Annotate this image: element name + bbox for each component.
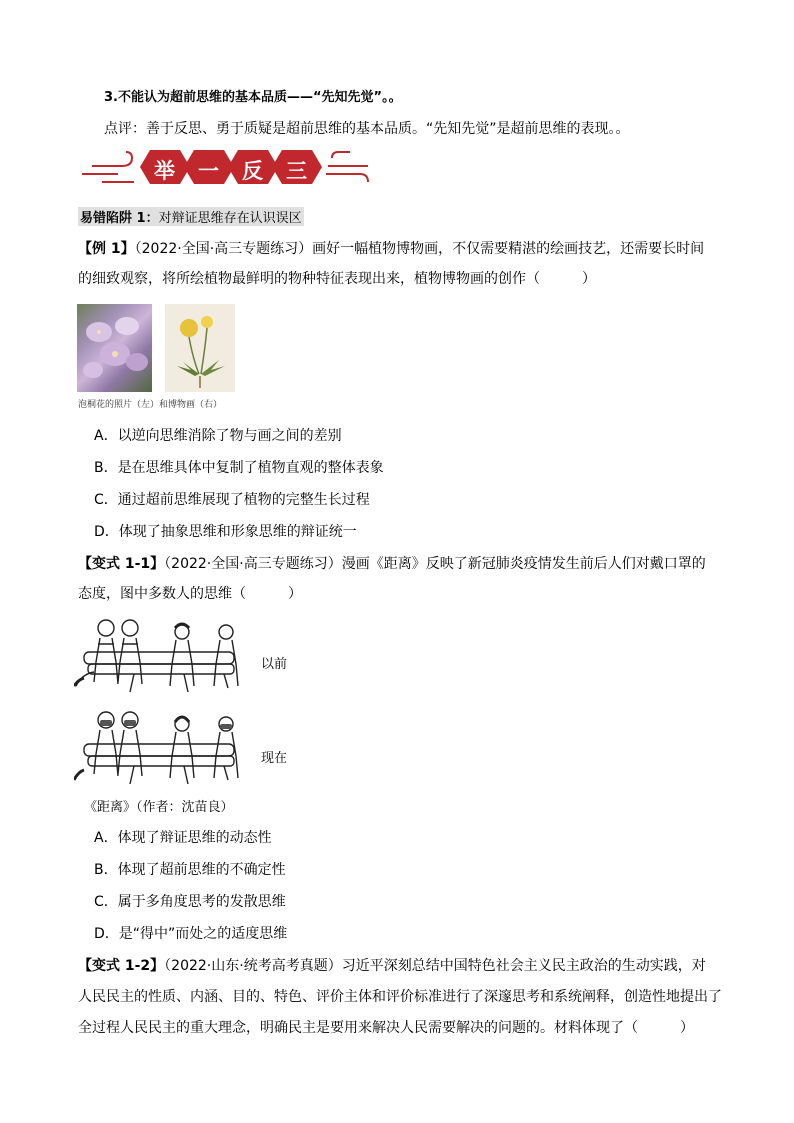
section-banner [80, 144, 370, 190]
variant-1-2-line-2: 人民民主的性质、内涵、目的、特色、评价主体和评价标准进行了深邃思考和系统阐释，创造性地提出了 [78, 989, 722, 1005]
variant-1-2-tag: 【变式 1-2】 [78, 958, 165, 974]
variant-1-1-tag: 【变式 1-1】 [78, 556, 165, 572]
trap-label: 易错陷阱 1： [80, 211, 159, 226]
cartoon-caption: 《距离》（作者：沈苗良） [84, 800, 234, 815]
note-comment: 点评：善于反思、勇于质疑是超前思维的基本品质。“先知先觉”是超前思维的表现。。 [104, 121, 630, 137]
example-1-tag: 【例 1】 [78, 241, 135, 257]
banner-char-4: 三 [286, 159, 307, 183]
variant-1-1-option-a: A．体现了辩证思维的动态性 [94, 830, 272, 846]
variant-1-1-option-d: D．是“得中”而处之的适度思维 [94, 926, 288, 942]
note-point-3: 3.不能认为超前思维的基本品质——“先知先觉”。。 [104, 90, 402, 105]
variant-1-1-option-c: C．属于多角度思考的发散思维 [94, 894, 286, 910]
banner-left-ornament [82, 152, 134, 182]
banner-right-ornament [326, 152, 368, 182]
example-1-option-b: B．是在思维具体中复制了植物直观的整体表象 [94, 460, 384, 476]
image-caption: 泡桐花的照片（左）和博物画（右） [78, 400, 223, 410]
example-1-line-1: 【例 1】（2022·全国·高三专题练习）画好一幅植物博物画，不仅需要精湛的绘画技艺，还需要长时间 [78, 241, 705, 257]
variant-1-2-line-3: 全过程人民民主的重大理念，明确民主是要用来解决人民需要解决的问题的。材料体现了（ ） [78, 1020, 694, 1036]
variant-1-1-line-1: 【变式 1-1】（2022·全国·高三专题练习）漫画《距离》反映了新冠肺炎疫情发生前后人们对戴口罩的 [78, 556, 706, 572]
banner-char-3: 反 [242, 159, 263, 183]
paulownia-photo [77, 304, 152, 392]
variant-1-1-line-2: 态度，图中多数人的思维（ ） [78, 586, 302, 602]
example-1-option-c: C．通过超前思维展现了植物的完整生长过程 [94, 492, 370, 508]
example-1-option-a: A．以逆向思维消除了物与画之间的差别 [94, 428, 342, 444]
banner-graphic [80, 144, 370, 190]
cartoon-now [74, 708, 254, 788]
variant-1-1-option-b: B．体现了超前思维的不确定性 [94, 862, 286, 878]
variant-1-2-line-1: 【变式 1-2】（2022·山东·统考高考真题）习近平深刻总结中国特色社会主义民主政治的生动实践，对 [78, 958, 706, 974]
label-before: 以前 [261, 657, 288, 672]
example-1-line-2: 的细致观察，将所绘植物最鲜明的物种特征表现出来，植物博物画的创作（ ） [78, 271, 596, 287]
label-now: 现在 [261, 751, 288, 766]
cartoon-before [74, 616, 254, 696]
botanical-illustration [165, 304, 235, 392]
example-1-option-d: D．体现了抽象思维和形象思维的辩证统一 [94, 524, 357, 540]
banner-char-2: 一 [198, 159, 219, 183]
trap-text: 对辩证思维存在认识误区 [158, 211, 302, 226]
banner-char-1: 举 [154, 159, 175, 183]
trap-heading [78, 207, 304, 226]
